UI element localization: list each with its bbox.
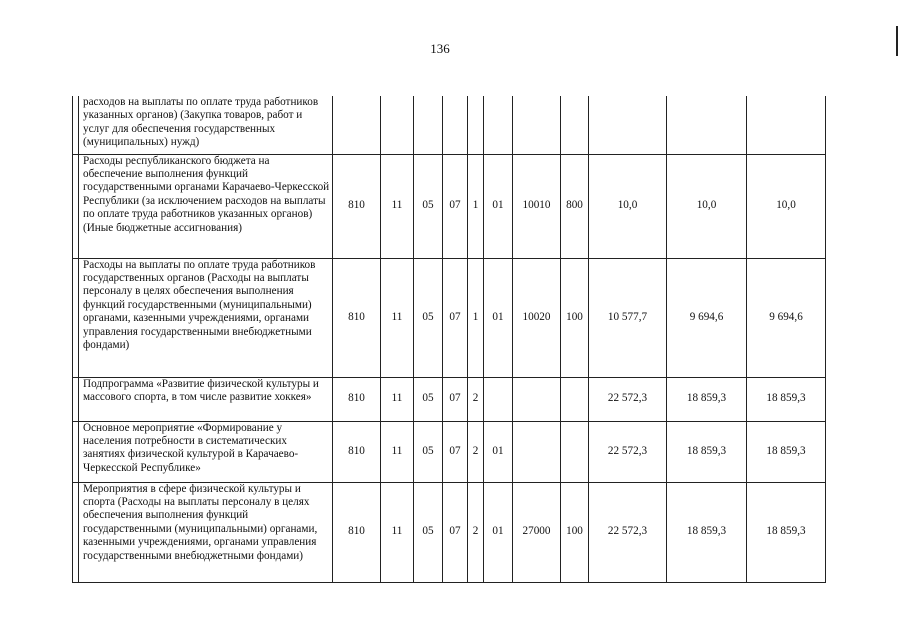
row-description: Основное мероприятие «Формирование у населения потребности в систематических занятиях физической культурой в Карачаево-Черкесской Республике»: [79, 421, 333, 482]
section-code: 11: [381, 377, 414, 421]
amount-2: [667, 96, 747, 154]
row-description: Подпрограмма «Развитие физической культуры и массового спорта, в том числе развитие хоккея»: [79, 377, 333, 421]
budget-table: [72, 96, 826, 583]
expense-type-code: 100: [561, 258, 589, 377]
program-code: [443, 96, 468, 154]
section-code: 11: [381, 421, 414, 482]
section-code: 11: [381, 154, 414, 258]
table-row: [73, 482, 826, 582]
amount-3: 9 694,6: [747, 258, 826, 377]
amount-2: 10,0: [667, 154, 747, 258]
subsection-code: 05: [414, 377, 443, 421]
ministry-code: 810: [333, 482, 381, 582]
expense-type-code: [561, 421, 589, 482]
amount-3: [747, 96, 826, 154]
section-code: 11: [381, 482, 414, 582]
ministry-code: [333, 96, 381, 154]
table-row: [73, 421, 826, 482]
amount-2: 18 859,3: [667, 377, 747, 421]
ministry-code: 810: [333, 154, 381, 258]
subprogram-code: 2: [468, 377, 484, 421]
direction-code: 10010: [513, 154, 561, 258]
amount-1: 10 577,7: [589, 258, 667, 377]
subprogram-code: 2: [468, 421, 484, 482]
subsection-code: [414, 96, 443, 154]
ministry-code: 810: [333, 377, 381, 421]
table-row: [73, 258, 826, 377]
program-code: 07: [443, 421, 468, 482]
subprogram-code: 1: [468, 258, 484, 377]
subsection-code: 05: [414, 154, 443, 258]
event-code: [484, 96, 513, 154]
program-code: 07: [443, 482, 468, 582]
row-description: Мероприятия в сфере физической культуры и спорта (Расходы на выплаты персоналу в целях обеспечения выполнения функций государственными (муниципальными) органами, казенными учреждениями, органами управления государственными внебюджетными фондами): [79, 482, 333, 582]
expense-type-code: 800: [561, 154, 589, 258]
amount-3: 18 859,3: [747, 377, 826, 421]
amount-1: 22 572,3: [589, 421, 667, 482]
expense-type-code: [561, 96, 589, 154]
amount-2: 18 859,3: [667, 482, 747, 582]
event-code: 01: [484, 421, 513, 482]
event-code: 01: [484, 258, 513, 377]
event-code: [484, 377, 513, 421]
amount-1: [589, 96, 667, 154]
program-code: 07: [443, 154, 468, 258]
direction-code: 27000: [513, 482, 561, 582]
ministry-code: 810: [333, 258, 381, 377]
program-code: 07: [443, 258, 468, 377]
section-code: 11: [381, 258, 414, 377]
amount-2: 9 694,6: [667, 258, 747, 377]
direction-code: [513, 96, 561, 154]
event-code: 01: [484, 154, 513, 258]
program-code: 07: [443, 377, 468, 421]
amount-2: 18 859,3: [667, 421, 747, 482]
subprogram-code: 1: [468, 154, 484, 258]
amount-1: 22 572,3: [589, 482, 667, 582]
row-description: Расходы республиканского бюджета на обеспечение выполнения функций государственными органами Карачаево-Черкесской Республики (за исключением расходов на выплаты по оплате труда работников указанных органов) (Иные бюджетные ассигнования): [79, 154, 333, 258]
table-row: [73, 154, 826, 258]
amount-3: 10,0: [747, 154, 826, 258]
subsection-code: 05: [414, 421, 443, 482]
section-code: [381, 96, 414, 154]
amount-1: 22 572,3: [589, 377, 667, 421]
event-code: 01: [484, 482, 513, 582]
amount-3: 18 859,3: [747, 482, 826, 582]
subprogram-code: [468, 96, 484, 154]
table-row: [73, 96, 826, 154]
page-edge-mark: [896, 26, 898, 56]
page-number: 136: [430, 41, 450, 56]
table-row: [73, 377, 826, 421]
amount-3: 18 859,3: [747, 421, 826, 482]
expense-type-code: [561, 377, 589, 421]
expense-type-code: 100: [561, 482, 589, 582]
ministry-code: 810: [333, 421, 381, 482]
amount-1: 10,0: [589, 154, 667, 258]
direction-code: 10020: [513, 258, 561, 377]
subsection-code: 05: [414, 258, 443, 377]
row-description: расходов на выплаты по оплате труда работников указанных органов) (Закупка товаров, работ и услуг для обеспечения государственных (муниципальных) нужд): [79, 96, 333, 154]
direction-code: [513, 421, 561, 482]
subprogram-code: 2: [468, 482, 484, 582]
subsection-code: 05: [414, 482, 443, 582]
row-description: Расходы на выплаты по оплате труда работников государственных органов (Расходы на выплаты персоналу в целях обеспечения выполнения функций государственными (муниципальными) органами, казенными учреждениями, органами управления государственными внебюджетными фондами): [79, 258, 333, 377]
direction-code: [513, 377, 561, 421]
